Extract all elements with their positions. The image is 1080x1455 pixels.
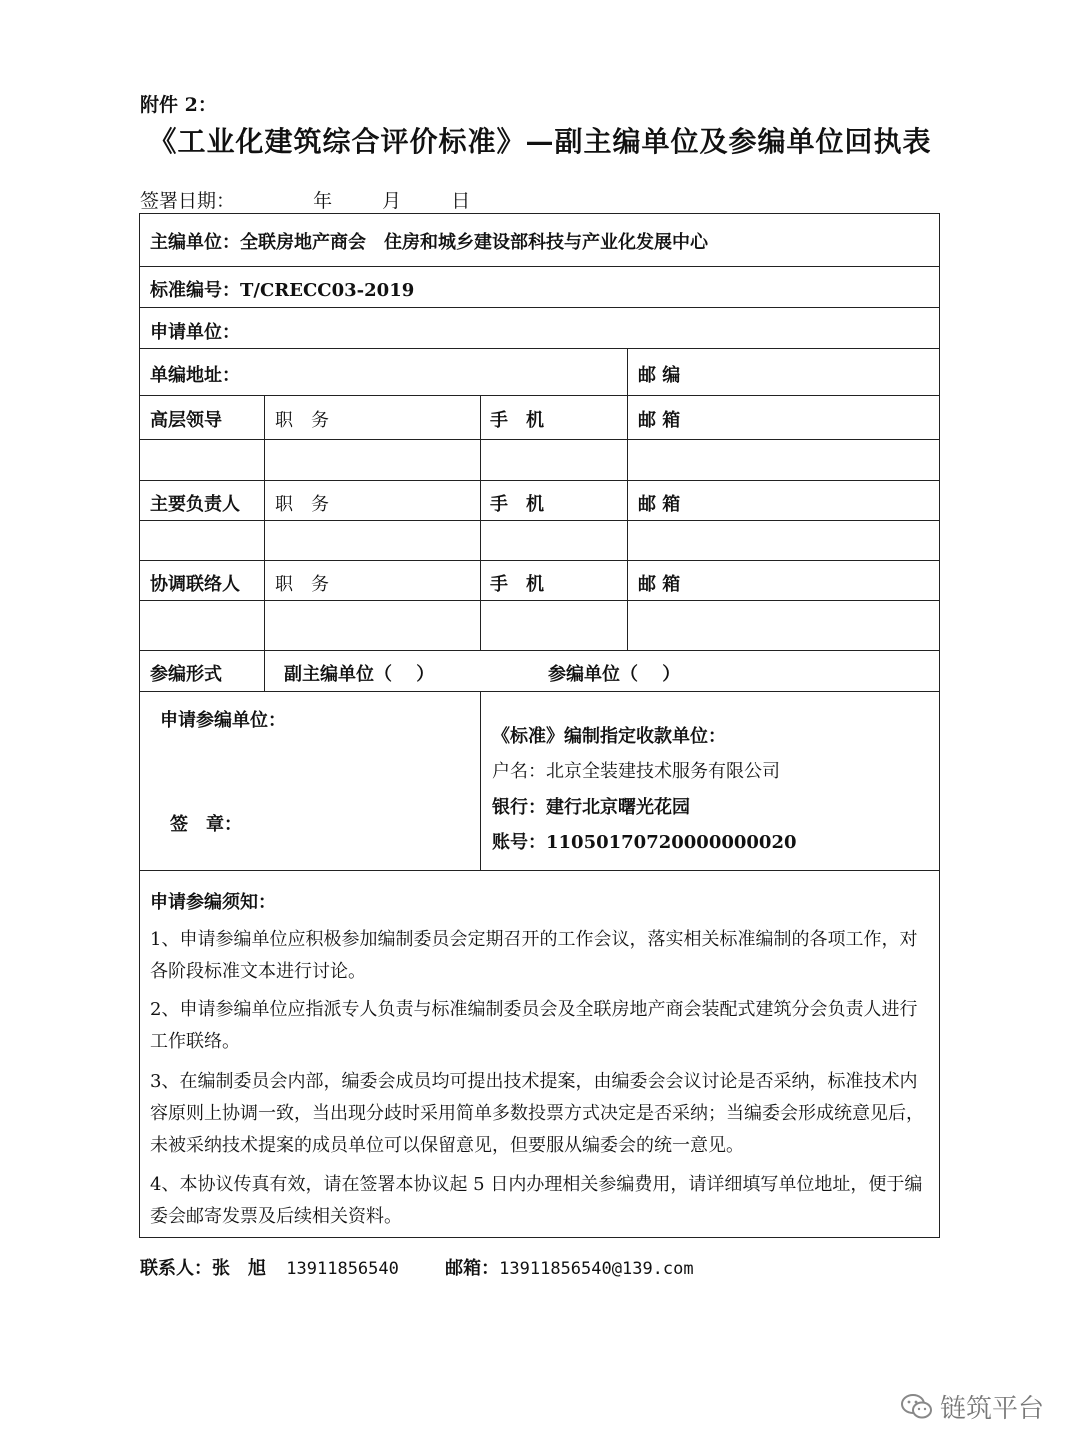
- col-divider: [627, 348, 628, 395]
- col-divider: [264, 650, 265, 691]
- watermark: [900, 1388, 1044, 1425]
- account-number: 账号：11050170720000000020: [492, 832, 797, 853]
- row-divider: [140, 650, 939, 651]
- notice-item: 3、在编制委员会内部，编委会成员均可提出技术提案，由编委会会议讨论是否采纳，标准技术内容原则上协调一致，当出现分歧时采用简单多数投票方式决定是否采纳；当编委会形成统意见后，未被采纳技术提案的成员单位可以保留意见，但要服从编委会的统一意见。: [150, 1071, 924, 1156]
- sign-date-year: 年: [313, 190, 333, 212]
- payee-heading: 《标准》编制指定收款单位：: [492, 726, 726, 747]
- contact-footer: [140, 1254, 694, 1280]
- col-divider: [480, 691, 481, 870]
- row-divider: [140, 480, 939, 481]
- notice-item: 4、本协议传真有效，请在签署本协议起 5 日内办理相关参编费用，请详细填写单位地址，便于编委会邮寄发票及后续相关资料。: [150, 1174, 923, 1227]
- member-unit-option: 参编单位（ ）: [548, 664, 681, 685]
- bank-name: 银行：建行北京曙光花园: [492, 797, 690, 818]
- position-label: 职 务: [275, 574, 329, 595]
- standard-number-value: T/CRECC03-2019: [240, 280, 415, 301]
- row-divider: [140, 600, 939, 601]
- account-name: 户名：北京全装建技术服务有限公司: [492, 761, 780, 782]
- senior-leader-label: 高层领导: [150, 410, 222, 431]
- contact-email-label: 邮箱：: [445, 1258, 500, 1279]
- sign-date: [140, 186, 470, 213]
- row-divider: [140, 520, 939, 521]
- col-divider: [264, 395, 265, 650]
- email-label: 邮 箱: [638, 410, 681, 431]
- contact-person: 联系人：张 旭: [140, 1258, 266, 1279]
- row-divider: [140, 870, 939, 871]
- receipt-form: [139, 213, 940, 1238]
- applicant-label: 申请单位：: [150, 322, 240, 343]
- attachment-label: 附件 2：: [140, 94, 217, 116]
- col-divider: [627, 395, 628, 650]
- watermark-text: 链筑平台: [939, 1394, 1044, 1424]
- email-label: 邮 箱: [638, 494, 681, 515]
- wechat-icon: [900, 1393, 934, 1421]
- row-divider: [140, 560, 939, 561]
- col-divider: [480, 395, 481, 650]
- standard-number: [150, 276, 414, 302]
- contact-email: 13911856540@139.com: [499, 1259, 694, 1279]
- sign-date-day: 日: [451, 190, 471, 212]
- main-responsible-label: 主要负责人: [150, 494, 240, 515]
- standard-number-label: 标准编号：: [150, 280, 240, 301]
- row-divider: [140, 395, 939, 396]
- seal-label: 申请参编单位：: [160, 710, 286, 731]
- position-label: 职 务: [275, 494, 329, 515]
- email-label: 邮 箱: [638, 574, 681, 595]
- mobile-label: 手 机: [490, 574, 544, 595]
- address-label: 单编地址：: [150, 365, 240, 386]
- row-divider: [140, 691, 939, 692]
- page-title: 《工业化建筑综合评价标准》—副主编单位及参编单位回执表: [148, 125, 932, 158]
- row-divider: [140, 307, 939, 308]
- sign-date-month: 月: [382, 190, 402, 212]
- row-divider: [140, 439, 939, 440]
- notice-item: 2、申请参编单位应指派专人负责与标准编制委员会及全联房地产商会装配式建筑分会负责人进行工作联络。: [150, 999, 918, 1052]
- participation-label: 参编形式: [150, 664, 222, 685]
- notice-heading: 申请参编须知：: [150, 892, 276, 913]
- stamp-label: 签 章：: [170, 814, 242, 835]
- coordinator-label: 协调联络人: [150, 574, 240, 595]
- chief-editor: 主编单位：全联房地产商会 住房和城乡建设部科技与产业化发展中心: [150, 232, 708, 253]
- row-divider: [140, 348, 939, 349]
- mobile-label: 手 机: [490, 410, 544, 431]
- notice-item: 1、申请参编单位应积极参加编制委员会定期召开的工作会议，落实相关标准编制的各项工作，对各阶段标准文本进行讨论。: [150, 929, 918, 982]
- postcode-label: 邮 编: [638, 365, 681, 386]
- sign-date-label: 签署日期：: [140, 190, 236, 212]
- contact-phone: 13911856540: [286, 1259, 399, 1279]
- position-label: 职 务: [275, 410, 329, 431]
- deputy-editor-option: 副主编单位（ ）: [284, 664, 435, 685]
- mobile-label: 手 机: [490, 494, 544, 515]
- row-divider: [140, 266, 939, 267]
